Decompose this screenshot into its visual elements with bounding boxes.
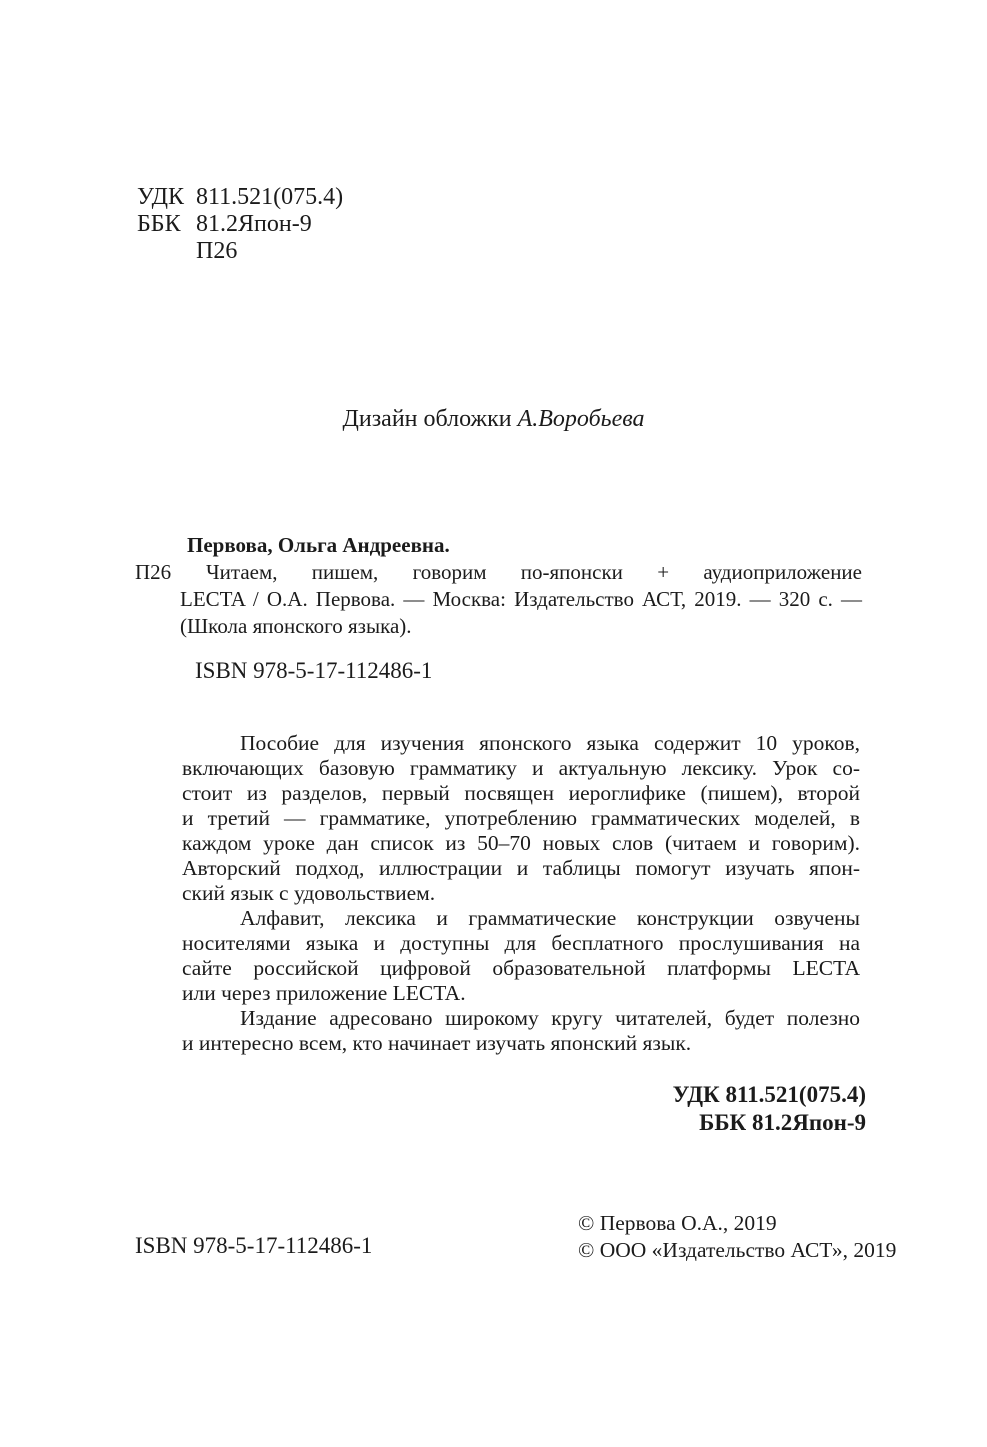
annotation-line: ский язык с удовольствием.	[182, 881, 436, 905]
annotation-line: каждом уроке дан список из 50–70 новых слов (читаем и говорим).	[182, 831, 860, 855]
annotation-block	[182, 731, 860, 1056]
classification-top-block	[137, 184, 343, 265]
annotation-line: Издание адресовано широкому кругу читателей, будет полезно	[240, 1006, 860, 1030]
bbk-bottom-line: ББК 81.2Япон-9	[699, 1110, 866, 1135]
annotation-line: Алфавит, лексика и грамматические конструкции озвучены	[240, 906, 860, 930]
cover-design-prefix: Дизайн обложки	[342, 406, 518, 432]
udk-row	[137, 184, 343, 211]
footer-isbn: ISBN 978-5-17-112486-1	[135, 1233, 373, 1258]
udk-bottom-line: УДК 811.521(075.4)	[672, 1082, 866, 1107]
annotation-line: Пособие для изучения японского языка содержит 10 уроков,	[240, 731, 860, 755]
biblio-line: Читаем, пишем, говорим по-японски + аудиоприложение	[206, 560, 862, 584]
bibliographic-record	[135, 532, 862, 640]
annotation-line: стоит из разделов, первый посвящен иероглифике (пишем), второй	[182, 781, 860, 805]
classification-bottom-block	[673, 1081, 866, 1137]
biblio-author-heading: Первова, Ольга Андреевна.	[187, 533, 450, 557]
author-sign-row	[137, 238, 343, 265]
copyright-publisher-line: © ООО «Издательство АСТ», 2019	[578, 1238, 897, 1262]
annotation-line: и третий — грамматике, употреблению грамматических моделей, в	[182, 806, 860, 830]
copyright-block	[578, 1210, 896, 1264]
udk-label: УДК	[137, 184, 184, 210]
bbk-value: 81.2Япон-9	[196, 211, 312, 237]
biblio-line: LECTA / О.А. Первова. — Москва: Издательство АСТ, 2019. — 320 с. —	[180, 587, 862, 611]
biblio-author-sign: П26	[135, 560, 172, 584]
annotation-line: носителями языка и доступны для бесплатного прослушивания на	[182, 931, 860, 955]
bbk-label: ББК	[137, 211, 181, 237]
annotation-line: или через приложение LECTA.	[182, 981, 466, 1005]
copyright-author-line: © Первова О.А., 2019	[578, 1211, 777, 1235]
cover-designer-name: А.Воробьева	[517, 406, 645, 432]
biblio-line: (Школа японского языка).	[180, 614, 412, 638]
udk-value: 811.521(075.4)	[196, 184, 344, 210]
author-sign-code: П26	[196, 238, 238, 264]
annotation-line: сайте российской цифровой образовательной платформы LECTA	[182, 956, 860, 980]
annotation-line: и интересно всем, кто начинает изучать японский язык.	[182, 1031, 692, 1055]
annotation-line: включающих базовую грамматику и актуальную лексику. Урок со-	[182, 756, 860, 780]
isbn-line: ISBN 978-5-17-112486-1	[195, 658, 433, 683]
bbk-row	[137, 211, 343, 238]
biblio-body	[180, 532, 862, 640]
annotation-line: Авторский подход, иллюстрации и таблицы помогут изучать япон-	[182, 856, 860, 880]
cover-design-credit	[0, 406, 987, 433]
